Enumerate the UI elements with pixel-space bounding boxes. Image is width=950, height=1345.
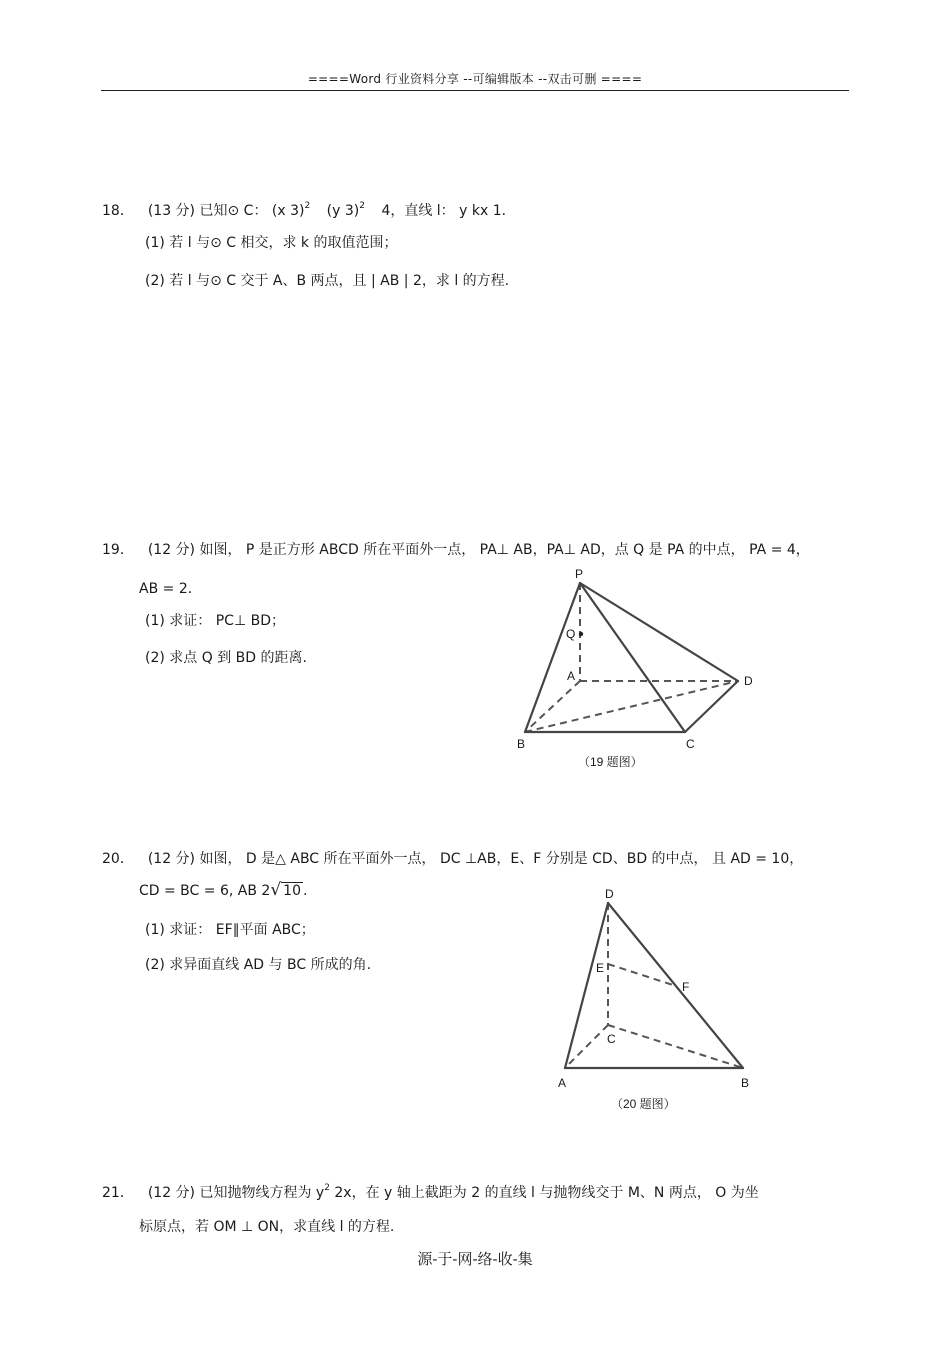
label-a: A	[558, 1076, 567, 1090]
exponent: 2	[304, 201, 311, 211]
label-e: E	[596, 961, 605, 975]
edge-da	[565, 903, 608, 1068]
question-21-stem-line-2: 标原点，若 OM ⊥ ON，求直线 l 的方程.	[139, 1219, 395, 1235]
edge-cb	[608, 1025, 743, 1068]
equation-part: (y 3)	[326, 203, 360, 219]
label-b: B	[517, 737, 526, 751]
question-20-text: (12 分) 如图， D 是△ ABC 所在平面外一点， DC ⊥AB，E、F 分别是 CD、BD 的中点， 且 AD = 10，	[147, 851, 804, 867]
label-q: Q	[566, 627, 576, 641]
square-root: √ 10	[270, 880, 301, 900]
radicand: 10	[283, 883, 301, 899]
page-footer: 源-于-网-络-收-集	[417, 1250, 533, 1268]
question-21-stem	[102, 1182, 759, 1202]
label-a: A	[567, 669, 576, 683]
label-d: D	[605, 887, 614, 901]
question-19-part-1: (1) 求证： PC⊥ BD；	[145, 613, 285, 629]
question-number: 21．	[102, 1185, 134, 1201]
question-18-part-1: (1) 若 l 与⊙ C 相交，求 k 的取值范围；	[145, 235, 398, 251]
equation-part: 4，直线 l： y kx 1．	[381, 203, 516, 219]
question-21-text-a: (12 分) 已知抛物线方程为 y	[147, 1185, 325, 1201]
question-20-line-2-text: CD = BC = 6, AB 2	[139, 883, 271, 899]
question-20-part-2: (2) 求异面直线 AD 与 BC 所成的角.	[145, 957, 372, 973]
figure-20-caption: （20 题图）	[611, 1097, 676, 1111]
label-c: C	[607, 1032, 616, 1046]
edge-db	[608, 903, 743, 1068]
question-score: (13 分)	[147, 203, 196, 219]
equation-part: (x 3)	[271, 203, 305, 219]
exponent: 2	[324, 1183, 330, 1193]
question-18-part-2: (2) 若 l 与⊙ C 交于 A、B 两点，且 | AB | 2，求 l 的方程.	[145, 273, 510, 289]
page-header: ====Word 行业资料分享 --可编辑版本 --双击可删 ====	[307, 72, 643, 86]
question-20-line-2-end: .	[302, 883, 308, 899]
question-19-text: (12 分) 如图， P 是正方形 ABCD 所在平面外一点， PA⊥ AB，PA⊥ AD，点 Q 是 PA 的中点， PA = 4，	[147, 542, 810, 558]
label-p: P	[575, 567, 584, 581]
question-number: 20．	[102, 851, 134, 867]
question-number: 18．	[102, 203, 134, 219]
label-c: C	[686, 737, 695, 751]
label-f: F	[682, 980, 690, 994]
question-20-part-1: (1) 求证： EF∥平面 ABC；	[145, 922, 315, 938]
question-number: 19．	[102, 542, 134, 558]
question-21-text-b: 2x，在 y 轴上截距为 2 的直线 l 与抛物线交于 M、N 两点， O 为坐	[329, 1185, 759, 1201]
question-19-part-2: (2) 求点 Q 到 BD 的距离.	[145, 650, 307, 666]
label-b: B	[741, 1076, 750, 1090]
label-d: D	[744, 674, 753, 688]
figure-19-caption: （19 题图）	[578, 755, 643, 769]
exponent: 2	[359, 201, 365, 211]
question-19-stem-line-2: AB = 2．	[139, 581, 202, 597]
question-18-intro: 已知⊙ C：	[199, 203, 268, 219]
